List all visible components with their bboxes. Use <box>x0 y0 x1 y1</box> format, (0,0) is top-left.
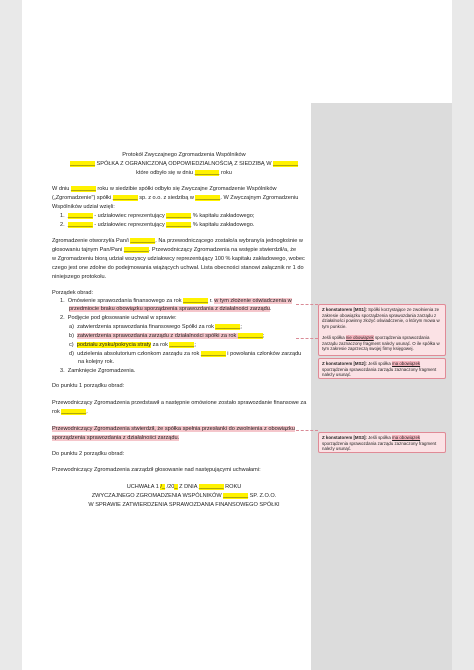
paragraph-point1-line2: rok ________. <box>52 409 88 415</box>
paragraph-exemption <box>52 426 295 433</box>
attendee-item: 2. ________ - udziałowiec reprezentujący ________ % kapitału zakładowego. <box>60 222 255 228</box>
attendee-item: 1. ________ - udziałowiec reprezentujący ________ % kapitału zakładowego; <box>60 213 255 219</box>
resolution-title: UCHWAŁA 1 _ /20_ Z DNIA ________ ROKU <box>126 484 242 490</box>
placeholder-field[interactable]: ________ <box>166 222 192 228</box>
company-line: ________ SPÓŁKA Z OGRANICZONĄ ODPOWIEDZIALNOŚCIĄ Z SIEDZIBĄ W ________ <box>70 161 298 167</box>
paragraph-exemption-line2 <box>52 435 179 442</box>
paragraph-point1: Przewodniczący Zgromadzenia przedstawił a następnie omówione zostało sprawozdanie finansowe za <box>52 400 307 406</box>
agenda-item-1: 1. Omówienie sprawozdania finansowego za rok ________ r. w tym złożenie oświadczenia w <box>60 298 292 304</box>
placeholder-field[interactable]: ________ <box>223 493 249 499</box>
placeholder-field[interactable]: ________ <box>67 222 93 228</box>
placeholder-field[interactable]: ________ <box>195 195 221 201</box>
paragraph-opening: W dniu ________ roku w siedzibie spółki odbyło się Zwyczajne Zgromadzenie Wspólników <box>52 186 277 192</box>
placeholder-field[interactable]: ________ <box>273 161 298 167</box>
paragraph-opening-line2: („Zgromadzenie") spółki ________ sp. z o.o. z siedzibą w ________. W Zwyczajnym Zgromadzeniu <box>52 195 299 201</box>
paragraph-opening-line3: Wspólników udział wzięli: <box>52 204 115 210</box>
commented-text[interactable]: zatwierdzenia sprawozdania zarządu z działalności spółki za rok <box>77 333 238 339</box>
comment-connector <box>296 430 318 431</box>
placeholder-field[interactable]: ________ <box>70 186 96 192</box>
placeholder-field[interactable]: ________ <box>67 213 93 219</box>
comments-margin <box>311 103 452 670</box>
placeholder-field[interactable]: ________ <box>130 238 156 244</box>
paragraph-chair-line5: niniejszego protokołu. <box>52 274 107 280</box>
agenda-item-3: 3. Zamknięcie Zgromadzenia. <box>60 368 136 374</box>
commented-text[interactable]: przedmiocie braku obowiązku sporządzenia sprawozdania z działalności zarządu <box>69 306 270 312</box>
comment-balloon[interactable]: Z konstatorem [MS1]: Spółki korzystające ze zwolnienia ze zakresie obowiązku sporządzenia sprawozdania zarządu z działalności powinny złożyć oświadczenie, o którym mowa w tym punkcie. Jeśli spółka nie obowiązek sporządzenia sprawozdania zarządu zaznaczony fragment należy usunąć. O ile spółka w tym zakresie zaprzeczą swojej firmy księgowej. <box>318 304 446 356</box>
doc-title: Protokół Zwyczajnego Zgromadzenia Wspólników <box>122 152 246 158</box>
comment-balloon[interactable]: Z konstatorem [MS3]: Jeśli spółka ma obowiązek sporządzenia sprawozdania zarządu zaznaczony fragment należy usunąć. <box>318 432 446 453</box>
paragraph-chair-line3: w Zgromadzeniu biorą udział wszyscy udziałowcy reprezentujący 100 % kapitału zakładowego, wobec <box>52 256 305 262</box>
agenda-subitem: b) zatwierdzenia sprawozdania zarządu z działalności spółki za rok ________; <box>69 333 265 339</box>
agenda-subitem-continued: na kolejny rok. <box>78 359 115 365</box>
placeholder-field[interactable]: ________ <box>194 170 220 176</box>
agenda-title: Porządek obrad: <box>52 290 94 296</box>
section-heading: Do punktu 1 porządku obrad: <box>52 383 125 389</box>
commented-text[interactable]: w tym złożenie oświadczenia w <box>214 298 292 304</box>
comment-balloon[interactable]: Z konstatorem [MS2]: Jeśli spółka ma obowiązek sporządzenia sprawozdania zarządu zaznaczony fragment należy usunąć. <box>318 358 446 379</box>
paragraph-chair: Zgromadzenie otworzył/a Pan/i ________. Na przewodniczącego zostało/a wybrany/a jednogłośnie w <box>52 238 303 244</box>
resolution-subject: W SPRAWIE ZATWIERDZENIA SPRAWOZDANIA FINANSOWEGO SPÓŁKI <box>88 502 280 508</box>
placeholder-field[interactable]: ________ <box>198 484 224 490</box>
agenda-subitem: a) zatwierdzenia sprawozdania finansowego Spółki za rok ________; <box>69 324 242 330</box>
placeholder-field[interactable]: ________ <box>169 342 195 348</box>
paragraph-chair-line2: głosowaniu tajnym Pan/Pani ________. Przewodniczący Zgromadzenia na wstępie stwierdził/a, że <box>52 247 297 253</box>
placeholder-field[interactable]: ________ <box>112 195 138 201</box>
agenda-subitem: d) udzielenia absolutorium członkom zarządu za rok ________ i powołania członków zarządu <box>69 351 302 357</box>
agenda-subitem: c) podziału zysku/pokrycia straty za rok ________; <box>69 342 196 348</box>
commented-text[interactable]: sporządzenia sprawozdania z działalności zarządu. <box>52 435 180 441</box>
paragraph-voting: Przewodniczący Zgromadzenia zarządził głosowanie nad następującymi uchwałami: <box>52 467 261 473</box>
placeholder-field[interactable]: ________ <box>123 247 149 253</box>
agenda-item-2: 2. Podjęcie pod głosowanie uchwał w sprawie: <box>60 315 177 321</box>
resolution-subtitle: ZWYCZAJNEGO ZGROMADZENIA WSPÓLNIKÓW ________ SP. Z.O.O. <box>91 493 277 499</box>
comment-connector <box>296 304 318 305</box>
section-heading: Do punktu 2 porządku obrad: <box>52 451 125 457</box>
placeholder-field[interactable]: ________ <box>70 161 95 167</box>
comment-connector <box>296 338 318 339</box>
placeholder-field[interactable]: ________ <box>200 351 226 357</box>
agenda-item-1-line2: przedmiocie braku obowiązku sporządzenia sprawozdania z działalności zarządu. <box>69 306 272 312</box>
commented-text[interactable]: Przewodniczący Zgromadzenia stwierdził, że spółka spełnia przesłanki do zwolnienia z obowiązku <box>52 426 295 432</box>
paragraph-chair-line4: czego jest one zdolne do podejmowania wiążących uchwał. Lista obecności stanowi załącznik nr 1 do <box>52 265 304 271</box>
placeholder-field[interactable]: ________ <box>61 409 87 415</box>
placeholder-field[interactable]: ________ <box>166 213 192 219</box>
placeholder-field[interactable]: ________ <box>215 324 241 330</box>
meeting-date-line: które odbyło się w dniu ________ roku <box>136 170 232 176</box>
placeholder-field[interactable]: ________ <box>237 333 263 339</box>
placeholder-field[interactable]: ________ <box>183 298 209 304</box>
